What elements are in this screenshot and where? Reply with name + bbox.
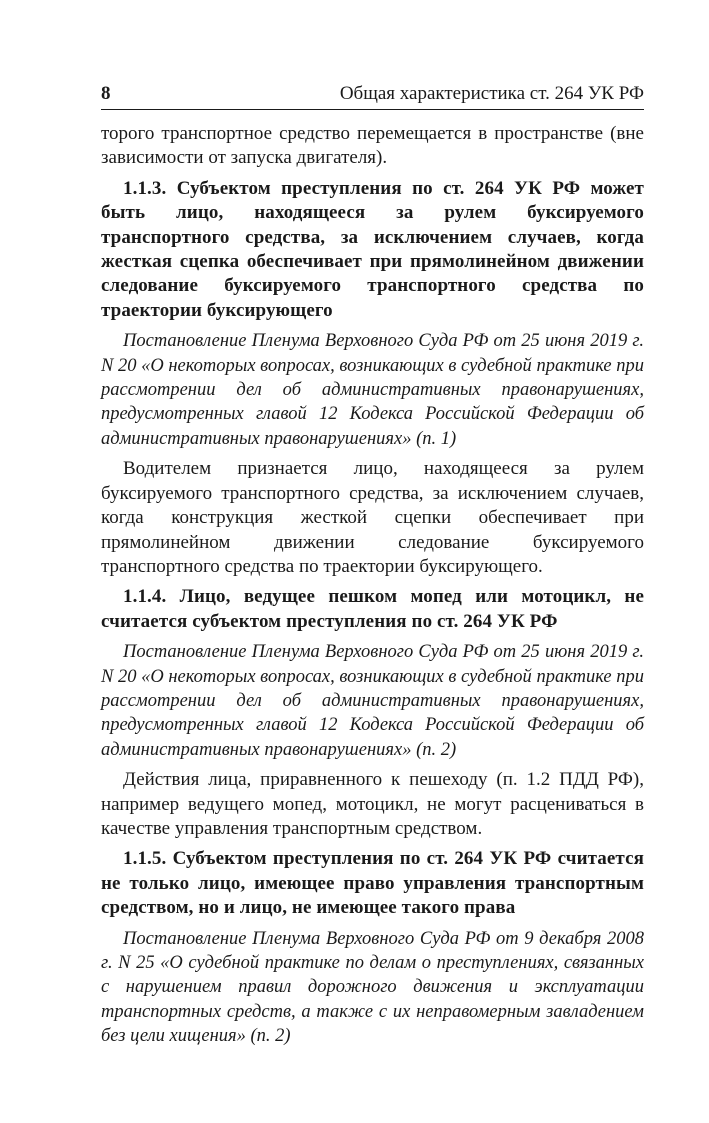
section-heading-1-1-3: 1.1.3. Субъектом преступления по ст. 264 УК РФ может быть лицо, находящееся за рулем буксируемого транспортного средства, за исключением случаев, когда жесткая сцепка обеспечивает при прямолинейном движении следование буксируемого транспортного средства по траектории буксирующего	[101, 177, 644, 321]
section-heading-1-1-4: 1.1.4. Лицо, ведущее пешком мопед или мотоцикл, не считается субъектом преступления по ст. 264 УК РФ	[101, 586, 644, 632]
citation-1-1-3: Постановление Пленума Верховного Суда РФ от 25 июня 2019 г. N 20 «О некоторых вопросах, возникающих в судебной практике при рассмотрении дел об административных правонарушениях, предусмотренных главой 12 Кодекса Российской Федерации об административных правонарушениях» (п. 1)	[101, 331, 644, 449]
page-content	[101, 122, 644, 1049]
page-number: 8	[101, 83, 111, 104]
running-title: Общая характеристика ст. 264 УК РФ	[339, 83, 644, 104]
running-header	[101, 82, 644, 110]
paragraph-1-1-4: Действия лица, приравненного к пешеходу (п. 1.2 ПДД РФ), например ведущего мопед, мотоцикл, не могут расцениваться в качестве управления транспортным средством.	[101, 769, 644, 839]
citation-1-1-5: Постановление Пленума Верховного Суда РФ от 9 декабря 2008 г. N 25 «О судебной практике по делам о преступлениях, связанных с нарушением правил дорожного движения и эксплуатации транспортных средств, а также с их неправомерным завладением без цели хищения» (п. 2)	[101, 928, 644, 1047]
paragraph-continuation: торого транспортное средство перемещается в пространстве (вне зависимости от запуска двигателя).	[101, 123, 644, 169]
citation-1-1-4: Постановление Пленума Верховного Суда РФ от 25 июня 2019 г. N 20 «О некоторых вопросах, возникающих в судебной практике при рассмотрении дел об административных правонарушениях, предусмотренных главой 12 Кодекса Российской Федерации об административных правонарушениях» (п. 2)	[101, 642, 644, 760]
section-heading-1-1-5: 1.1.5. Субъектом преступления по ст. 264 УК РФ считается не только лицо, имеющее право управления транспортным средством, но и лицо, не имеющее такого права	[101, 848, 644, 919]
paragraph-1-1-3: Водителем признается лицо, находящееся за рулем буксируемого транспортного средства, за исключением случаев, когда конструкция жесткой сцепки обеспечивает при прямолинейном движении следование буксируемого транспортного средства по траектории буксирующего.	[101, 458, 644, 577]
book-page	[101, 82, 644, 1049]
